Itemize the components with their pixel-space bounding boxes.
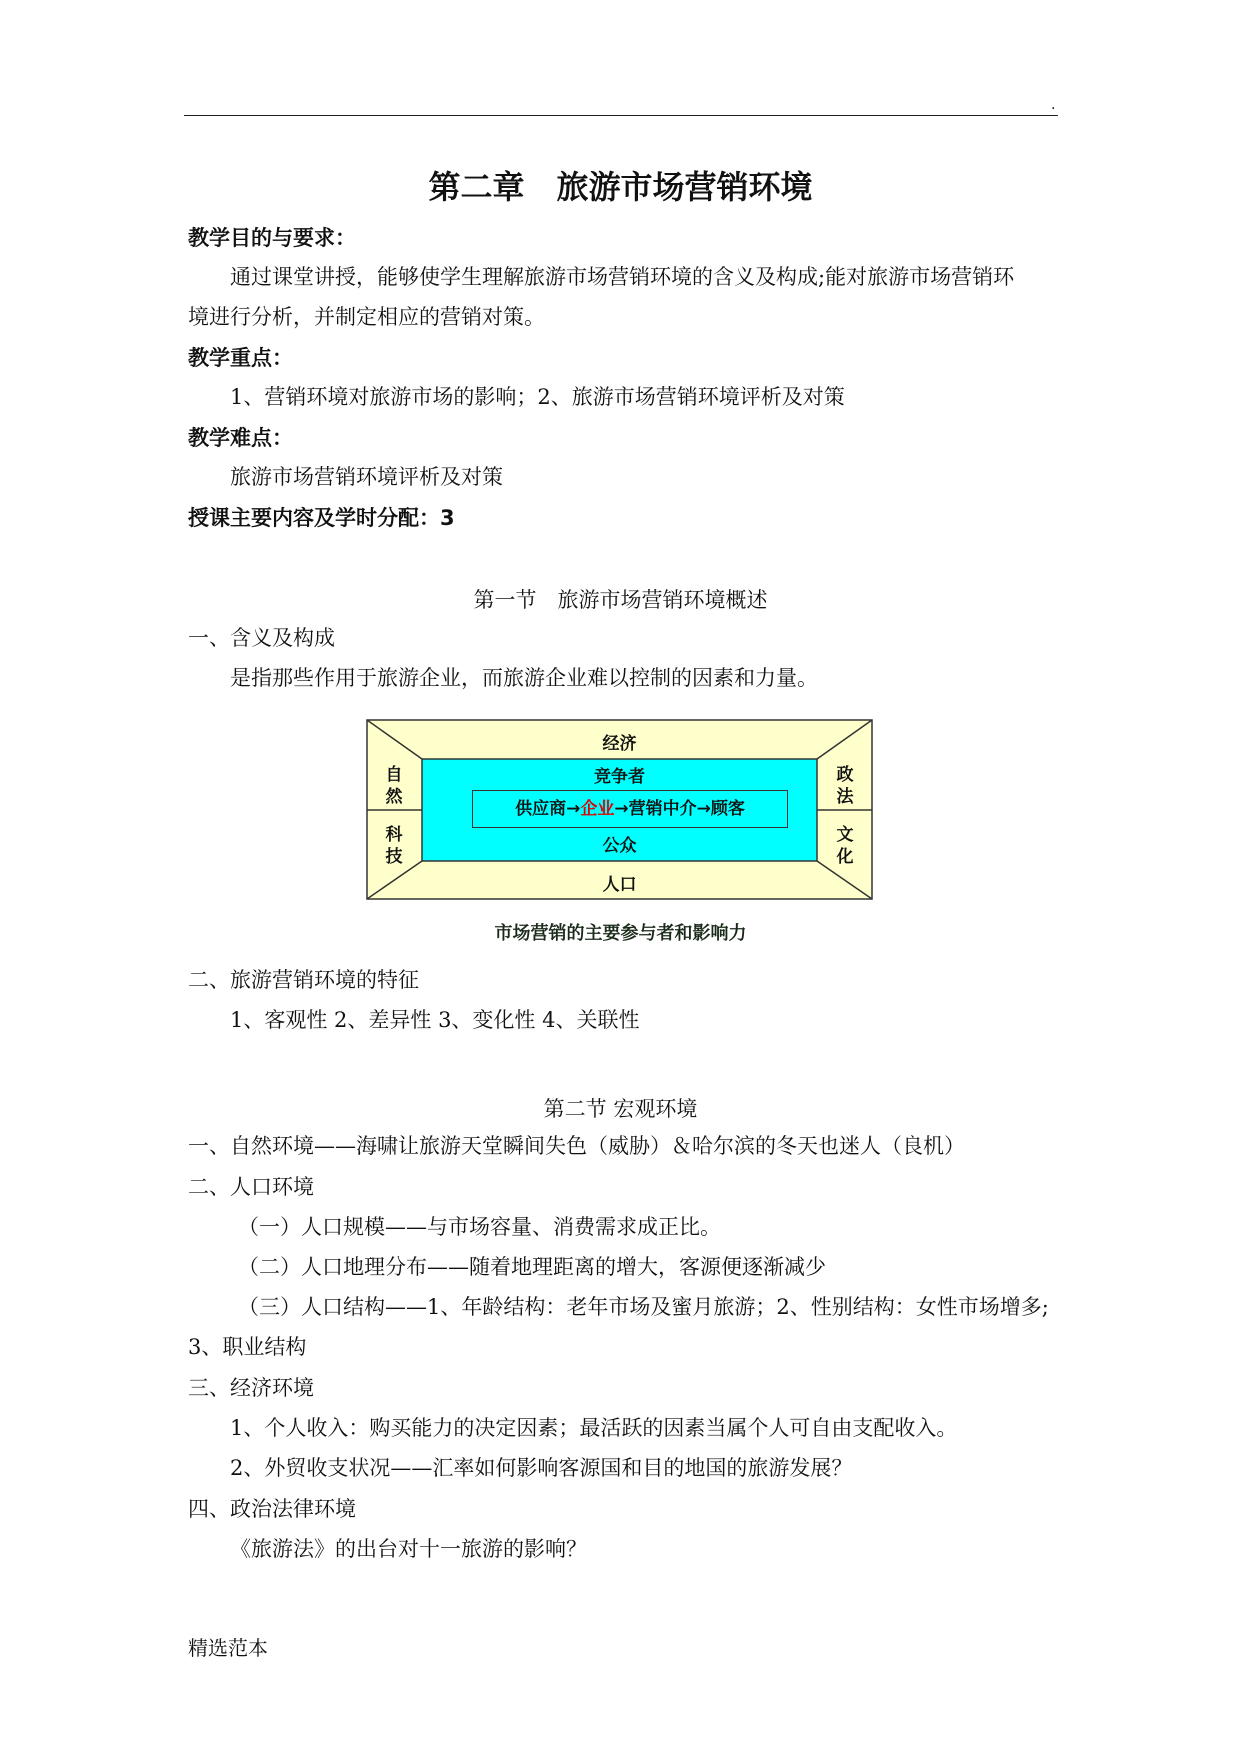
section2-line: （一）人口规模——与市场容量、消费需求成正比。	[238, 1215, 721, 1239]
marketing-environment-diagram	[366, 719, 873, 900]
section2-line: 3、职业结构	[188, 1335, 307, 1359]
label-culture: 文 化	[836, 825, 854, 867]
section1-item1: 一、含义及构成	[188, 626, 335, 650]
value-chain-box	[472, 790, 788, 828]
label-competitors: 竞争者	[594, 767, 645, 787]
label-nature: 自 然	[385, 765, 403, 807]
goal-heading: 教学目的与要求：	[188, 226, 356, 250]
section1-item2-text: 1、客观性 2、差异性 3、变化性 4、关联性	[230, 1008, 640, 1032]
chain-suppliers: 供应商→	[515, 799, 581, 819]
header-rule	[184, 115, 1058, 116]
section2-title: 第二节 宏观环境	[543, 1097, 698, 1121]
section2-line: 1、个人收入：购买能力的决定因素；最活跃的因素当属个人可自由支配收入。	[230, 1416, 958, 1440]
hours-heading: 授课主要内容及学时分配：3	[188, 506, 455, 530]
label-politics-law: 政 法	[836, 765, 854, 807]
chain-enterprise: 企业	[580, 799, 615, 819]
goal-text-line1: 通过课堂讲授，能够使学生理解旅游市场营销环境的含义及构成;能对旅游市场营销环	[230, 265, 1015, 289]
section2-line: 三、经济环境	[188, 1376, 314, 1400]
section2-line: 二、人口环境	[188, 1175, 314, 1199]
label-population: 人口	[602, 875, 637, 895]
diagram-caption: 市场营销的主要参与者和影响力	[494, 923, 747, 944]
label-economy: 经济	[602, 734, 637, 754]
section2-line: 一、自然环境——海啸让旅游天堂瞬间失色（威胁）＆哈尔滨的冬天也迷人（良机）	[188, 1134, 965, 1158]
section1-title: 第一节 旅游市场营销环境概述	[473, 588, 768, 612]
header-mark: .	[1051, 97, 1056, 113]
section2-line: 四、政治法律环境	[188, 1497, 356, 1521]
chapter-title: 第二章 旅游市场营销环境	[428, 168, 813, 206]
section2-line: 《旅游法》的出台对十一旅游的影响？	[230, 1537, 587, 1561]
chain-intermediaries-customers: →营销中介→顾客	[614, 799, 745, 819]
difficulty-text: 旅游市场营销环境评析及对策	[230, 465, 503, 489]
section1-item2: 二、旅游营销环境的特征	[188, 968, 419, 992]
section2-line: （二）人口地理分布——随着地理距离的增大，客源便逐渐减少	[238, 1255, 826, 1279]
goal-text-line2: 境进行分析，并制定相应的营销对策。	[188, 305, 545, 329]
section1-item1-text: 是指那些作用于旅游企业，而旅游企业难以控制的因素和力量。	[230, 666, 818, 690]
label-public: 公众	[602, 836, 637, 856]
key-text: 1、营销环境对旅游市场的影响；2、旅游市场营销环境评析及对策	[230, 385, 845, 409]
key-heading: 教学重点：	[188, 346, 293, 370]
section2-line: 2、外贸收支状况——汇率如何影响客源国和目的地国的旅游发展？	[230, 1456, 853, 1480]
footer-text: 精选范本	[188, 1636, 268, 1660]
difficulty-heading: 教学难点：	[188, 426, 293, 450]
section2-line: （三）人口结构——1、年龄结构：老年市场及蜜月旅游；2、性别结构：女性市场增多;	[238, 1295, 1049, 1319]
label-technology: 科 技	[385, 825, 403, 867]
